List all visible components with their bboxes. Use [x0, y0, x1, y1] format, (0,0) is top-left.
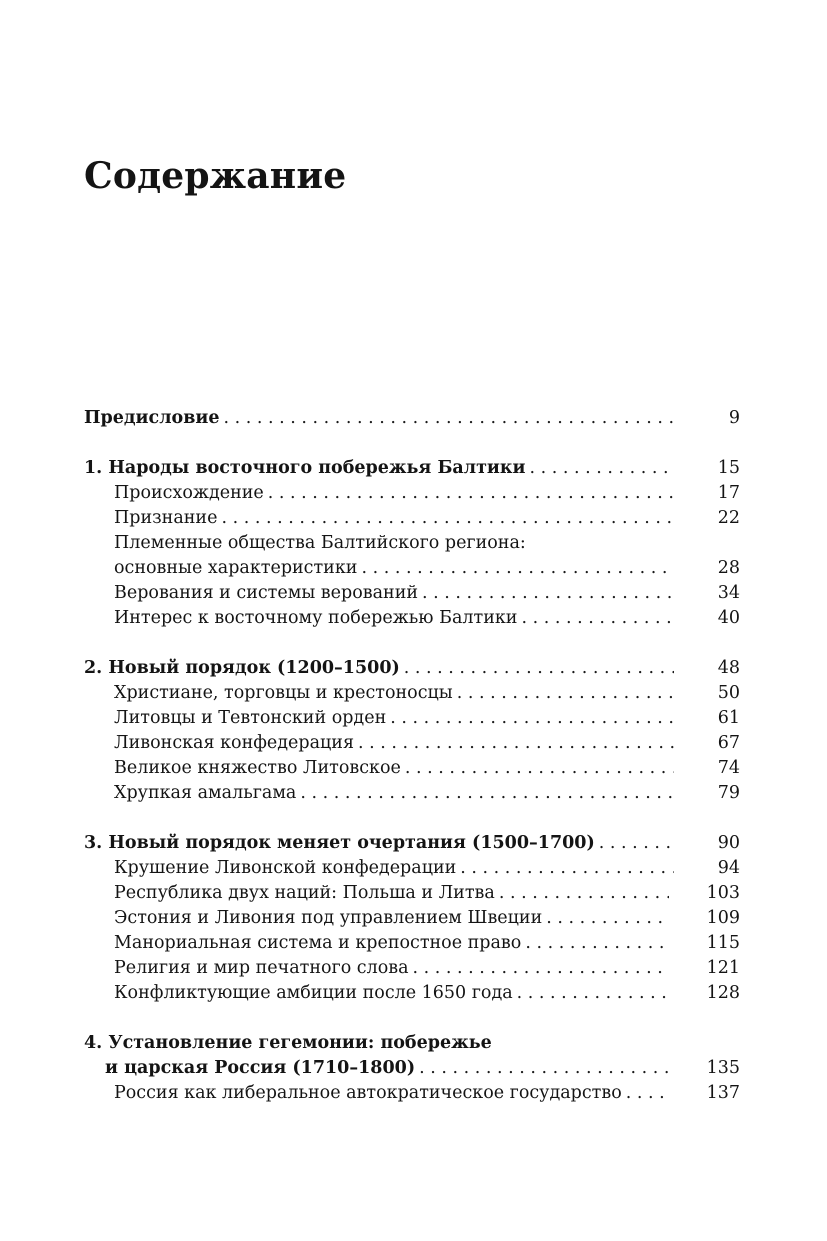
- toc-section-title: Хрупкая амальгама: [114, 783, 297, 803]
- toc-page-number: 79: [717, 783, 740, 803]
- toc-section-entry-line1[interactable]: [84, 531, 740, 556]
- dot-leader: [599, 831, 674, 856]
- dot-leader: [499, 881, 669, 906]
- dot-leader: [361, 556, 674, 581]
- toc-chapter-entry[interactable]: [84, 656, 740, 681]
- toc-section-title: Литовцы и Тевтонский орден: [114, 708, 387, 728]
- toc-section-entry[interactable]: [84, 606, 740, 631]
- toc-page-number: 121: [706, 958, 740, 978]
- dot-leader: [300, 781, 674, 806]
- toc-entry-preface[interactable]: [84, 406, 740, 431]
- toc-section-entry[interactable]: [84, 706, 740, 731]
- dot-leader: [457, 681, 674, 706]
- toc-section-title: Верования и системы верований: [114, 583, 419, 603]
- dot-leader: [358, 731, 674, 756]
- dot-leader: [546, 906, 668, 931]
- toc-section-title: Происхождение: [114, 483, 264, 503]
- toc-section-title: Великое княжество Литовское: [114, 758, 401, 778]
- dot-leader: [626, 1081, 669, 1106]
- toc-section-title: Христиане, торговцы и крестоносцы: [114, 683, 453, 703]
- dot-leader: [413, 956, 669, 981]
- dot-leader: [460, 856, 674, 881]
- toc-group-chapter-2: [84, 656, 740, 806]
- dot-leader: [221, 506, 674, 531]
- toc-page-number: 34: [717, 583, 740, 603]
- toc-entry-title: Предисловие: [84, 408, 220, 428]
- dot-leader: [404, 656, 674, 681]
- toc-chapter-entry[interactable]: [84, 831, 740, 856]
- toc-chapter-title: 1. Народы восточного побережья Балтики: [84, 458, 526, 478]
- toc-section-title: Интерес к восточному побережью Балтики: [114, 608, 518, 628]
- toc-page-number: 22: [717, 508, 740, 528]
- toc-section-title: Крушение Ливонской конфедерации: [114, 858, 457, 878]
- toc-section-entry[interactable]: [84, 931, 740, 956]
- toc-section-entry[interactable]: [84, 1081, 740, 1106]
- toc-section-title: Эстония и Ливония под управлением Швеции: [114, 908, 543, 928]
- toc-section-entry[interactable]: [84, 781, 740, 806]
- toc-page-number: 61: [717, 708, 740, 728]
- toc-page-number: 135: [706, 1058, 740, 1078]
- dot-leader: [390, 706, 674, 731]
- toc-page-number: 17: [717, 483, 740, 503]
- toc-page-number: 28: [717, 558, 740, 578]
- dot-leader: [422, 581, 674, 606]
- toc-page-number: 48: [717, 658, 740, 678]
- toc-section-title: Религия и мир печатного слова: [114, 958, 409, 978]
- table-of-contents: [84, 406, 740, 1131]
- dot-leader: [517, 981, 669, 1006]
- toc-section-title: Конфликтующие амбиции после 1650 года: [114, 983, 513, 1003]
- toc-section-title: Племенные общества Балтийского региона:: [114, 533, 526, 553]
- toc-section-title: Ливонская конфедерация: [114, 733, 355, 753]
- dot-leader: [405, 756, 674, 781]
- dot-leader: [525, 931, 668, 956]
- toc-chapter-entry[interactable]: [84, 456, 740, 481]
- toc-page-number: 137: [706, 1083, 740, 1103]
- toc-chapter-title: 3. Новый порядок меняет очертания (1500–1700): [84, 833, 595, 853]
- toc-section-entry[interactable]: [84, 856, 740, 881]
- dot-leader: [530, 456, 674, 481]
- toc-section-title: Республика двух наций: Польша и Литва: [114, 883, 495, 903]
- toc-page-number: 9: [728, 408, 740, 428]
- toc-section-entry-line2[interactable]: [84, 556, 740, 581]
- toc-group-chapter-4: [84, 1031, 740, 1106]
- toc-page-number: 128: [706, 983, 740, 1003]
- toc-section-entry[interactable]: [84, 981, 740, 1006]
- toc-chapter-entry-line1[interactable]: [84, 1031, 740, 1056]
- toc-chapter-title: 2. Новый порядок (1200–1500): [84, 658, 400, 678]
- toc-section-entry[interactable]: [84, 481, 740, 506]
- toc-section-entry[interactable]: [84, 581, 740, 606]
- toc-group-chapter-3: [84, 831, 740, 1006]
- toc-section-entry[interactable]: [84, 881, 740, 906]
- dot-leader: [521, 606, 674, 631]
- toc-section-title: Манориальная система и крепостное право: [114, 933, 522, 953]
- toc-page-number: 50: [717, 683, 740, 703]
- toc-section-title: основные характеристики: [114, 558, 358, 578]
- toc-chapter-title: и царская Россия (1710–1800): [105, 1058, 416, 1078]
- toc-section-entry[interactable]: [84, 956, 740, 981]
- toc-group-preface: [84, 406, 740, 431]
- toc-page-number: 115: [706, 933, 740, 953]
- toc-page-number: 94: [717, 858, 740, 878]
- dot-leader: [419, 1056, 668, 1081]
- page-title: Содержание: [84, 155, 347, 197]
- toc-page-number: 40: [717, 608, 740, 628]
- toc-group-chapter-1: [84, 456, 740, 631]
- toc-section-title: Россия как либеральное автократическое государство: [114, 1083, 622, 1103]
- toc-page-number: 15: [717, 458, 740, 478]
- toc-section-entry[interactable]: [84, 906, 740, 931]
- toc-page-number: 67: [717, 733, 740, 753]
- dot-leader: [223, 406, 674, 431]
- toc-section-title: Признание: [114, 508, 218, 528]
- toc-section-entry[interactable]: [84, 506, 740, 531]
- toc-page-number: 74: [717, 758, 740, 778]
- toc-page-number: 103: [706, 883, 740, 903]
- toc-page-number: 90: [717, 833, 740, 853]
- toc-chapter-title: 4. Установление гегемонии: побережье: [84, 1033, 492, 1053]
- dot-leader: [268, 481, 674, 506]
- toc-section-entry[interactable]: [84, 681, 740, 706]
- toc-page-number: 109: [706, 908, 740, 928]
- toc-chapter-entry-line2[interactable]: [84, 1056, 740, 1081]
- toc-section-entry[interactable]: [84, 756, 740, 781]
- toc-section-entry[interactable]: [84, 731, 740, 756]
